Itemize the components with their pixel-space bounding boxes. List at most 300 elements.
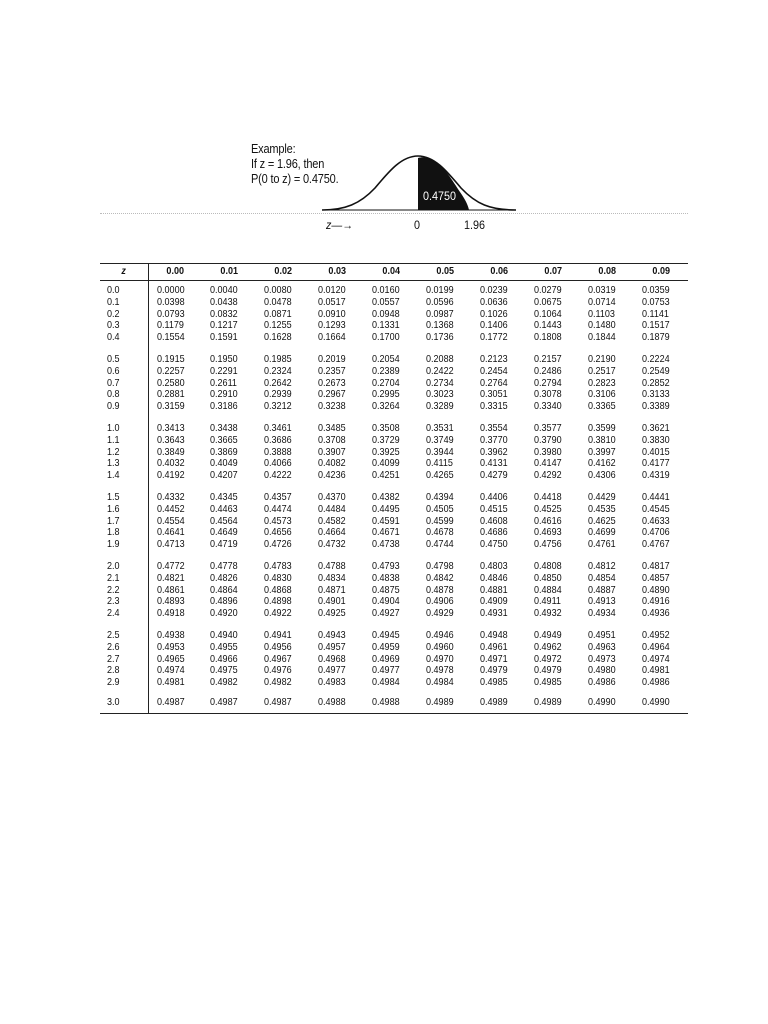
probability-cell: 0.4850 — [534, 571, 562, 584]
column-header: 0.04 — [364, 264, 418, 281]
probability-cell: 0.1331 — [372, 319, 400, 332]
probability-cell: 0.2517 — [588, 364, 616, 377]
probability-cell: 0.4904 — [372, 595, 400, 608]
probability-cell: 0.0398 — [156, 295, 185, 308]
probability-cell: 0.0478 — [264, 295, 292, 308]
z-value-cell: 0.7 — [100, 378, 148, 390]
probability-cell: 0.4896 — [210, 595, 238, 608]
probability-cell: 0.4803 — [480, 559, 508, 572]
z-value-cell: 2.8 — [100, 665, 148, 677]
probability-cell: 0.3621 — [642, 421, 670, 434]
probability-cell: 0.1628 — [264, 331, 292, 344]
column-header: 0.09 — [634, 264, 688, 281]
probability-cell: 0.4732 — [318, 538, 346, 551]
probability-cell: 0.4535 — [588, 502, 616, 515]
probability-cell: 0.3485 — [318, 421, 346, 434]
z-value-cell: 0.5 — [100, 354, 148, 366]
probability-cell: 0.4177 — [642, 457, 670, 470]
probability-cell: 0.4925 — [318, 607, 346, 620]
probability-cell: 0.1026 — [480, 307, 508, 320]
probability-cell: 0.3315 — [480, 400, 508, 413]
probability-cell: 0.1480 — [588, 319, 616, 332]
probability-cell: 0.4788 — [318, 559, 346, 572]
probability-cell: 0.4990 — [580, 689, 634, 713]
column-header: 0.05 — [418, 264, 472, 281]
probability-cell: 0.4699 — [588, 526, 616, 539]
probability-cell: 0.0040 — [210, 284, 238, 296]
z-value-cell: 2.6 — [100, 642, 148, 654]
probability-cell: 0.3078 — [534, 388, 562, 401]
probability-cell: 0.4887 — [588, 583, 616, 596]
probability-cell: 0.3365 — [588, 400, 616, 413]
z-table — [100, 263, 688, 714]
probability-cell: 0.4236 — [318, 469, 346, 482]
z-value-cell: 1.7 — [100, 516, 148, 528]
z-value-cell: 1.0 — [100, 423, 148, 435]
probability-cell: 0.4656 — [264, 526, 292, 539]
probability-cell: 0.0832 — [210, 307, 238, 320]
probability-cell: 0.4582 — [318, 514, 346, 527]
probability-cell: 0.2764 — [480, 376, 508, 389]
probability-cell: 0.2224 — [642, 352, 670, 365]
probability-cell: 0.3389 — [642, 400, 670, 413]
probability-cell: 0.4846 — [480, 571, 508, 584]
probability-cell: 0.4821 — [156, 571, 185, 584]
probability-cell: 0.4162 — [588, 457, 616, 470]
probability-cell: 0.3849 — [156, 445, 185, 458]
probability-cell: 0.4319 — [642, 469, 670, 482]
probability-cell: 0.4394 — [426, 490, 454, 503]
probability-cell: 0.4744 — [426, 538, 454, 551]
probability-cell: 0.3907 — [318, 445, 346, 458]
probability-cell: 0.2157 — [534, 352, 562, 365]
probability-cell: 0.3212 — [264, 400, 292, 413]
z-value-cell: 2.2 — [100, 585, 148, 597]
probability-cell: 0.1808 — [534, 331, 562, 344]
probability-cell: 0.4812 — [588, 559, 616, 572]
probability-cell: 0.4192 — [156, 469, 185, 482]
probability-cell: 0.1255 — [264, 319, 292, 332]
probability-cell: 0.4983 — [318, 676, 346, 689]
probability-cell: 0.4082 — [318, 457, 346, 470]
probability-cell: 0.4981 — [642, 664, 670, 677]
probability-cell: 0.4972 — [534, 652, 562, 665]
probability-cell: 0.0793 — [156, 307, 185, 320]
probability-cell: 0.1217 — [210, 319, 238, 332]
probability-cell: 0.0080 — [264, 284, 292, 296]
probability-cell: 0.1985 — [264, 352, 292, 365]
probability-cell: 0.3186 — [210, 400, 238, 413]
probability-cell: 0.1293 — [318, 319, 346, 332]
probability-cell: 0.0636 — [480, 295, 508, 308]
probability-cell: 0.4955 — [210, 640, 238, 653]
probability-cell: 0.4953 — [156, 640, 185, 653]
probability-cell: 0.4878 — [426, 583, 454, 596]
probability-cell: 0.0319 — [588, 284, 616, 296]
z-value-cell: 1.6 — [100, 504, 148, 516]
probability-cell: 0.3643 — [156, 433, 185, 446]
probability-cell: 0.4798 — [426, 559, 454, 572]
probability-cell: 0.0160 — [372, 284, 400, 296]
z-value-cell: 2.5 — [100, 630, 148, 642]
probability-cell: 0.1179 — [156, 319, 184, 332]
probability-cell: 0.4738 — [372, 538, 400, 551]
probability-cell: 0.3438 — [210, 421, 238, 434]
probability-cell: 0.3790 — [534, 433, 562, 446]
probability-cell: 0.4969 — [372, 652, 400, 665]
probability-cell: 0.4761 — [588, 538, 616, 551]
probability-cell: 0.3997 — [588, 445, 616, 458]
z-value-cell: 2.7 — [100, 654, 148, 666]
probability-cell: 0.4934 — [588, 607, 616, 620]
probability-cell: 0.4986 — [588, 676, 616, 689]
probability-cell: 0.4961 — [480, 640, 508, 653]
probability-cell: 0.4625 — [588, 514, 616, 527]
area-label: 0.4750 — [423, 189, 457, 203]
table-row — [100, 689, 688, 713]
probability-cell: 0.4987 — [148, 689, 202, 713]
probability-cell: 0.4591 — [372, 514, 400, 527]
probability-cell: 0.4474 — [264, 502, 292, 515]
z-value-cell: 2.3 — [100, 596, 148, 608]
probability-cell: 0.2088 — [426, 352, 454, 365]
probability-cell: 0.4920 — [210, 607, 238, 620]
probability-cell: 0.3665 — [210, 433, 238, 446]
probability-cell: 0.4608 — [480, 514, 508, 527]
probability-cell: 0.4971 — [480, 652, 508, 665]
probability-cell: 0.0910 — [318, 307, 346, 320]
probability-cell: 0.0557 — [372, 295, 400, 308]
probability-cell: 0.3106 — [588, 388, 616, 401]
probability-cell: 0.4979 — [480, 664, 508, 677]
probability-cell: 0.4370 — [318, 490, 346, 503]
probability-cell: 0.0438 — [210, 295, 238, 308]
probability-cell: 0.4916 — [642, 595, 670, 608]
probability-cell: 0.4975 — [210, 664, 238, 677]
probability-cell: 0.3413 — [156, 421, 185, 434]
probability-cell: 0.3708 — [318, 433, 346, 446]
z-value-label: 1.96 — [464, 218, 486, 232]
probability-cell: 0.3340 — [534, 400, 562, 413]
normal-curve-figure — [0, 0, 768, 240]
probability-cell: 0.4984 — [426, 676, 454, 689]
probability-cell: 0.4979 — [534, 664, 562, 677]
probability-cell: 0.4989 — [472, 689, 526, 713]
probability-cell: 0.4977 — [372, 664, 400, 677]
probability-cell: 0.4857 — [642, 571, 670, 584]
probability-cell: 0.4292 — [534, 469, 562, 482]
probability-cell: 0.4918 — [156, 607, 185, 620]
probability-cell: 0.4913 — [588, 595, 616, 608]
probability-cell: 0.4970 — [426, 652, 454, 665]
probability-cell: 0.4767 — [642, 538, 670, 551]
probability-cell: 0.0753 — [642, 295, 670, 308]
probability-cell: 0.0000 — [156, 284, 185, 296]
probability-cell: 0.3238 — [318, 400, 346, 413]
probability-cell: 0.2967 — [318, 388, 346, 401]
probability-cell: 0.4418 — [534, 490, 562, 503]
probability-cell: 0.4973 — [588, 652, 616, 665]
probability-cell: 0.1700 — [372, 331, 400, 344]
probability-cell: 0.4978 — [426, 664, 454, 677]
probability-cell: 0.4940 — [210, 628, 238, 641]
z-value-cell: 1.1 — [100, 435, 148, 447]
probability-cell: 0.2549 — [642, 364, 670, 377]
probability-cell: 0.3944 — [426, 445, 454, 458]
probability-cell: 0.4989 — [418, 689, 472, 713]
probability-cell: 0.4956 — [264, 640, 292, 653]
probability-cell: 0.2734 — [426, 376, 454, 389]
z-value-cell: 1.3 — [100, 458, 148, 470]
probability-cell: 0.4778 — [210, 559, 238, 572]
probability-cell: 0.3461 — [264, 421, 292, 434]
probability-cell: 0.4554 — [156, 514, 185, 527]
probability-cell: 0.4990 — [634, 689, 688, 713]
probability-cell: 0.4965 — [156, 652, 185, 665]
probability-cell: 0.4573 — [264, 514, 292, 527]
z-value-cell: 1.8 — [100, 527, 148, 539]
probability-cell: 0.4463 — [210, 502, 238, 515]
z-value-cell: 0.6 — [100, 366, 148, 378]
probability-cell: 0.1591 — [210, 331, 238, 344]
probability-cell: 0.4988 — [364, 689, 418, 713]
probability-cell: 0.3888 — [264, 445, 292, 458]
probability-cell: 0.4406 — [480, 490, 508, 503]
z-value-cell: 2.4 — [100, 608, 148, 620]
probability-cell: 0.4251 — [372, 469, 400, 482]
probability-cell: 0.4495 — [372, 502, 400, 515]
probability-cell: 0.0987 — [426, 307, 454, 320]
probability-cell: 0.4938 — [156, 628, 185, 641]
probability-cell: 0.2794 — [534, 376, 562, 389]
probability-cell: 0.4719 — [210, 538, 238, 551]
probability-cell: 0.4599 — [426, 514, 454, 527]
probability-cell: 0.3051 — [480, 388, 508, 401]
z-column-header: z — [100, 264, 148, 281]
probability-cell: 0.4906 — [426, 595, 454, 608]
probability-cell: 0.4898 — [264, 595, 292, 608]
probability-cell: 0.0120 — [318, 284, 346, 296]
probability-cell: 0.4968 — [318, 652, 346, 665]
probability-cell: 0.4649 — [210, 526, 238, 539]
probability-cell: 0.4842 — [426, 571, 454, 584]
probability-cell: 0.1103 — [588, 307, 615, 320]
probability-cell: 0.4985 — [534, 676, 562, 689]
table-row — [100, 281, 688, 297]
probability-cell: 0.4484 — [318, 502, 346, 515]
table-header — [100, 264, 688, 281]
zero-label: 0 — [414, 218, 421, 232]
probability-cell: 0.4826 — [210, 571, 238, 584]
probability-cell: 0.4976 — [264, 664, 292, 677]
probability-cell: 0.0279 — [534, 284, 562, 296]
probability-cell: 0.0359 — [642, 284, 670, 296]
probability-cell: 0.2910 — [210, 388, 238, 401]
probability-cell: 0.0517 — [318, 295, 346, 308]
probability-cell: 0.2881 — [156, 388, 185, 401]
probability-cell: 0.4987 — [256, 689, 310, 713]
probability-cell: 0.4099 — [372, 457, 400, 470]
probability-cell: 0.4962 — [534, 640, 562, 653]
probability-cell: 0.1844 — [588, 331, 616, 344]
z-value-cell: 1.5 — [100, 492, 148, 504]
probability-cell: 0.4959 — [372, 640, 400, 653]
probability-cell: 0.4989 — [526, 689, 580, 713]
table-row — [100, 539, 688, 551]
probability-cell: 0.0199 — [426, 284, 454, 296]
probability-cell: 0.4948 — [480, 628, 508, 641]
probability-cell: 0.4881 — [480, 583, 508, 596]
probability-cell: 0.3869 — [210, 445, 238, 458]
probability-cell: 0.4678 — [426, 526, 454, 539]
probability-cell: 0.2422 — [426, 364, 454, 377]
probability-cell: 0.0675 — [534, 295, 562, 308]
probability-cell: 0.4265 — [426, 469, 454, 482]
probability-cell: 0.4306 — [588, 469, 616, 482]
probability-cell: 0.4131 — [480, 457, 508, 470]
probability-cell: 0.4772 — [156, 559, 185, 572]
probability-cell: 0.4817 — [642, 559, 670, 572]
probability-cell: 0.4032 — [156, 457, 185, 470]
probability-cell: 0.4981 — [156, 676, 185, 689]
probability-cell: 0.4756 — [534, 538, 562, 551]
probability-cell: 0.3810 — [588, 433, 616, 446]
table-body — [100, 281, 688, 714]
probability-cell: 0.1554 — [156, 331, 185, 344]
probability-cell: 0.4936 — [642, 607, 670, 620]
table-row — [100, 608, 688, 620]
probability-cell: 0.4838 — [372, 571, 400, 584]
probability-cell: 0.4686 — [480, 526, 508, 539]
probability-cell: 0.3133 — [642, 388, 670, 401]
probability-cell: 0.3531 — [426, 421, 454, 434]
z-value-cell: 0.4 — [100, 332, 148, 344]
z-value-cell: 0.2 — [100, 309, 148, 321]
probability-cell: 0.4750 — [480, 538, 508, 551]
column-header: 0.08 — [580, 264, 634, 281]
probability-cell: 0.2673 — [318, 376, 346, 389]
z-value-cell: 2.0 — [100, 561, 148, 573]
probability-cell: 0.4966 — [210, 652, 238, 665]
probability-cell: 0.3925 — [372, 445, 400, 458]
probability-cell: 0.0239 — [480, 284, 508, 296]
probability-cell: 0.4429 — [588, 490, 616, 503]
probability-cell: 0.3577 — [534, 421, 562, 434]
probability-cell: 0.4525 — [534, 502, 562, 515]
probability-cell: 0.2054 — [372, 352, 400, 365]
z-value-cell: 3.0 — [100, 689, 148, 713]
probability-cell: 0.4927 — [372, 607, 400, 620]
probability-cell: 0.2257 — [156, 364, 185, 377]
probability-cell: 0.4952 — [642, 628, 670, 641]
probability-cell: 0.1368 — [426, 319, 454, 332]
probability-cell: 0.2190 — [588, 352, 616, 365]
probability-cell: 0.4985 — [480, 676, 508, 689]
probability-cell: 0.4931 — [480, 607, 508, 620]
probability-cell: 0.2389 — [372, 364, 400, 377]
probability-cell: 0.4974 — [156, 664, 185, 677]
probability-cell: 0.2019 — [318, 352, 346, 365]
probability-cell: 0.4664 — [318, 526, 346, 539]
probability-cell: 0.4890 — [642, 583, 670, 596]
z-value-cell: 2.9 — [100, 677, 148, 689]
column-header: 0.01 — [202, 264, 256, 281]
probability-cell: 0.2580 — [156, 376, 185, 389]
probability-cell: 0.1064 — [534, 307, 562, 320]
divider-line — [100, 213, 688, 214]
probability-cell: 0.4616 — [534, 514, 562, 527]
z-value-cell: 1.9 — [100, 539, 148, 551]
probability-cell: 0.4980 — [588, 664, 616, 677]
table-row — [100, 332, 688, 344]
probability-cell: 0.2642 — [264, 376, 292, 389]
probability-cell: 0.4901 — [318, 595, 346, 608]
probability-cell: 0.4949 — [534, 628, 562, 641]
probability-cell: 0.4984 — [372, 676, 400, 689]
probability-cell: 0.4726 — [264, 538, 292, 551]
table-row — [100, 470, 688, 482]
probability-cell: 0.2324 — [264, 364, 292, 377]
probability-cell: 0.3770 — [480, 433, 508, 446]
probability-cell: 0.4854 — [588, 571, 616, 584]
probability-cell: 0.4693 — [534, 526, 562, 539]
probability-cell: 0.0948 — [372, 307, 400, 320]
column-header: 0.00 — [148, 264, 202, 281]
column-header: 0.06 — [472, 264, 526, 281]
probability-cell: 0.4564 — [210, 514, 238, 527]
z-value-cell: 0.3 — [100, 320, 148, 332]
probability-cell: 0.4505 — [426, 502, 454, 515]
z-value-cell: 0.1 — [100, 297, 148, 309]
probability-cell: 0.4932 — [534, 607, 562, 620]
probability-cell: 0.1879 — [642, 331, 670, 344]
probability-cell: 0.3289 — [426, 400, 454, 413]
probability-cell: 0.1141 — [642, 307, 669, 320]
probability-cell: 0.4987 — [202, 689, 256, 713]
probability-cell: 0.2852 — [642, 376, 670, 389]
probability-cell: 0.4207 — [210, 469, 238, 482]
probability-cell: 0.4015 — [642, 445, 670, 458]
probability-cell: 0.4147 — [534, 457, 562, 470]
probability-cell: 0.2454 — [480, 364, 508, 377]
probability-cell: 0.3729 — [372, 433, 400, 446]
probability-cell: 0.4115 — [426, 457, 453, 470]
probability-cell: 0.4861 — [156, 583, 185, 596]
probability-cell: 0.4884 — [534, 583, 562, 596]
probability-cell: 0.2704 — [372, 376, 400, 389]
probability-cell: 0.2611 — [210, 376, 237, 389]
probability-cell: 0.1915 — [156, 352, 185, 365]
example-result: P(0 to z) = 0.4750. — [251, 172, 339, 186]
probability-cell: 0.3962 — [480, 445, 508, 458]
probability-cell: 0.4977 — [318, 664, 346, 677]
probability-cell: 0.3830 — [642, 433, 670, 446]
probability-cell: 0.4332 — [156, 490, 185, 503]
z-value-cell: 0.0 — [100, 281, 148, 297]
probability-cell: 0.4222 — [264, 469, 292, 482]
probability-cell: 0.1772 — [480, 331, 508, 344]
probability-cell: 0.1736 — [426, 331, 454, 344]
probability-cell: 0.4641 — [156, 526, 185, 539]
probability-cell: 0.4871 — [318, 583, 346, 596]
probability-cell: 0.4515 — [480, 502, 508, 515]
probability-cell: 0.4345 — [210, 490, 238, 503]
probability-cell: 0.4988 — [310, 689, 364, 713]
column-header: 0.03 — [310, 264, 364, 281]
probability-cell: 0.3264 — [372, 400, 400, 413]
probability-cell: 0.0596 — [426, 295, 454, 308]
probability-cell: 0.4452 — [156, 502, 185, 515]
